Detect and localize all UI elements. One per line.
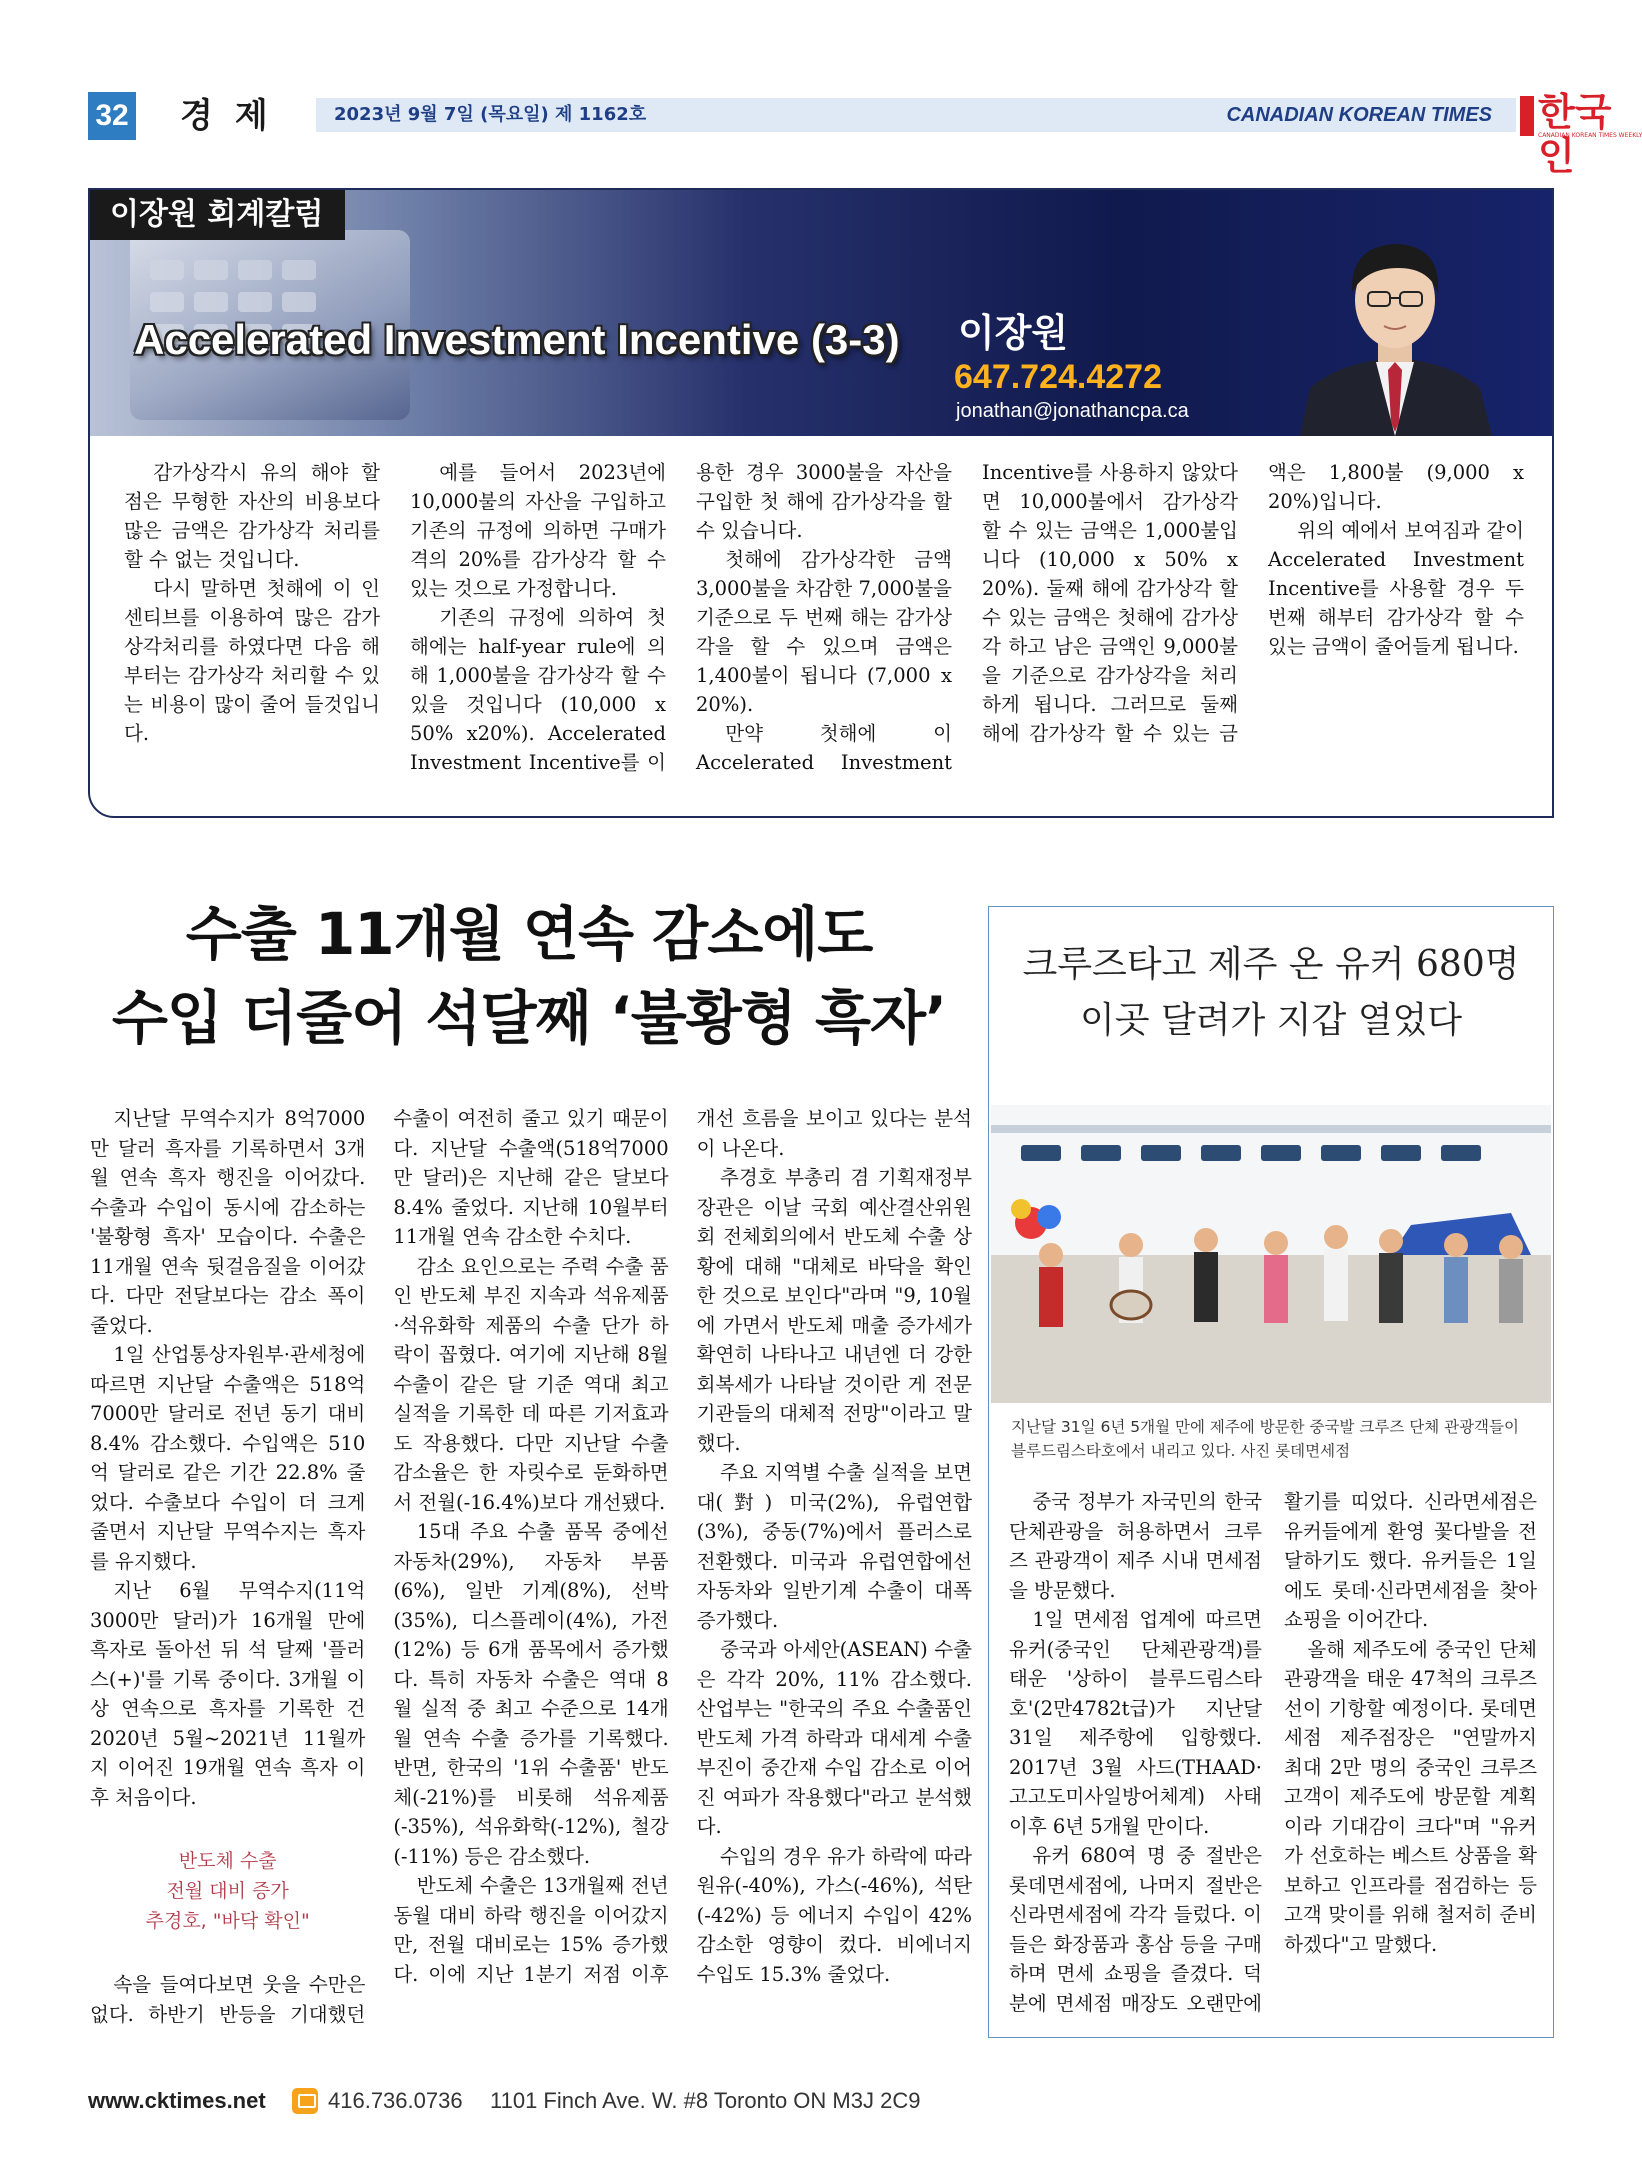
column-body: [124, 458, 1524, 798]
side-headline-line1: 크루즈타고 제주 온 유커 680명: [1022, 944, 1520, 985]
side-headline: [989, 937, 1553, 1049]
author-email: jonathan@jonathancpa.ca: [956, 400, 1189, 422]
side-article-body: [1009, 1487, 1537, 2027]
footer-phone: 416.736.0736: [328, 2088, 463, 2113]
article-paragraph: 감소 요인으로는 주력 수출 품인 반도체 부진 지속과 석유제품·석유화학 제품의 수출 단가 하락이 꼽혔다. 여기에 지난해 8월 수출이 같은 달 기준 역대 최고 실적을 기록한 데 따른 기저효과도 작용했다. 다만 지난달 수출 감소율은 한 자릿수로 둔화하면서 전월(-16.4%)보다 개선됐다.: [393, 1254, 669, 1514]
article-paragraph: 속을 들여다보면 웃을 수만은 없다. 하반기 반등을 기대했던 수출이 여전히 줄고 있기 때문이다. 지난달 수출액(518억7000만 달러)은 지난해 같은 달보다 8.4% 줄었다. 지난해 10월부터 11개월 연속 감소한 수치다.: [90, 1107, 669, 2026]
pull-quote-line: 반도체 수출: [178, 1850, 277, 1872]
footer-address: 1101 Finch Ave. W. #8 Toronto ON M3J 2C9: [490, 2088, 921, 2113]
article-paragraph: 수입의 경우 유가 하락에 따라 원유(-40%), 가스(-46%), 석탄(-42%) 등 에너지 수입이 42% 감소한 영향이 컸다. 비에너지 수입도 15.3% 줄었다.: [696, 1844, 972, 1986]
logo-text: 한국인: [1538, 90, 1612, 178]
author-phone: 647.724.4272: [954, 358, 1162, 396]
side-headline-line2: 이곳 달려가 지갑 열었다: [1079, 1000, 1463, 1041]
side-paragraph: 중국 정부가 자국민의 한국 단체관광을 허용하면서 크루즈 관광객이 제주 시내 면세점을 방문했다.: [1009, 1490, 1262, 1602]
column-paragraph: 위의 예에서 보여짐과 같이 Accelerated Investment Incentive를 사용할 경우 두 번째 해부터 감가상각 할 수 있는 금액이 줄어들게 됩니다.: [1268, 519, 1524, 658]
photo-caption: 지난달 31일 6년 5개월 만에 제주에 방문한 중국발 크루즈 단체 관광객들이 블루드림스타호에서 내리고 있다. 사진 롯데면세점: [1011, 1418, 1519, 1460]
article-paragraph: 지난달 무역수지가 8억7000만 달러 흑자를 기록하면서 3개월 연속 흑자 행진을 이어갔다. 수출과 수입이 동시에 감소하는 '불황형 흑자' 모습이다. 수출은 11개월 연속 뒷걸음질을 이어갔다. 다만 전달보다는 감소 폭이 줄었다.: [90, 1107, 366, 1337]
accounting-column: [88, 188, 1554, 818]
column-paragraph: 예를 들어서 2023년에 10,000불의 자산을 구입하고 기존의 규정에 의하면 구매가격의 20%를 감가상각 할 수 있는 것으로 가정합니다.: [410, 461, 666, 600]
website-link[interactable]: www.cktimes.net: [88, 2088, 266, 2113]
article-paragraph: 중국과 아세안(ASEAN) 수출은 각각 20%, 11% 감소했다. 산업부는 "한국의 주요 수출품인 반도체 가격 하락과 대세계 수출 부진이 중간재 수입 감소로 이어진 여파가 작용했다"라고 분석했다.: [696, 1638, 972, 1838]
column-title: Accelerated Investment Incentive (3-3): [134, 316, 900, 363]
column-paragraph: 첫해에 감가상각한 금액 3,000불을 차감한 7,000불을 기준으로 두 번째 해는 감가상각을 할 수 있으며 금액은 1,400불이 됩니다 (7,000 x 20%).: [696, 548, 952, 716]
main-headline-line2: 수입 더줄어 석달째 ‘불황형 흑자’: [111, 984, 947, 1052]
logo-mark: [1520, 96, 1534, 136]
article-paragraph: 1일 산업통상자원부·관세청에 따르면 지난달 수출액은 518억7000만 달러로 전년 동기 대비 8.4% 감소했다. 수입액은 510억 달러로 같은 기간 22.8% 줄었다. 수출보다 수입이 더 크게 줄면서 지난달 무역수지는 흑자를 유지했다.: [90, 1343, 366, 1573]
header-bar: [316, 98, 1516, 132]
pull-quote: [90, 1812, 365, 1970]
newspaper-logo: [1520, 90, 1642, 178]
article-paragraph: 주요 지역별 수출 실적을 보면 대(對) 미국(2%), 유럽연합(3%), 중동(7%)에서 플러스로 전환했다. 미국과 유럽연합에선 자동차와 일반기계 수출이 대폭 증가했다.: [696, 1461, 972, 1632]
side-article: [988, 906, 1554, 2038]
column-label: 이장원 회계칼럼: [90, 190, 345, 240]
issue-date: 2023년 9월 7일 (목요일) 제 1162호: [334, 104, 647, 125]
page-footer: [88, 2085, 1088, 2117]
column-paragraph: 만약 첫해에 이 Accelerated Investment Incentive를 사용하지 않았다면 10,000불에서 감가상각 할 수 있는 금액은 1,000불입니다 (10,000 x 50% x 20%). 둘째 해에 감가상각 할 수 있는 금액은 첫해에 감가상각 하고 남은 금액인 9,000불을 기준으로 감가상각을 처리하게 됩니다. 그러므로 둘째 해에 감가상각 할 수 있는 금액은 1,800불 (9,000 x 20%)입니다.: [696, 461, 1524, 774]
pull-quote-line: 추경호, "바닥 확인": [145, 1910, 310, 1932]
column-paragraph: 다시 말하면 첫해에 이 인센티브를 이용하여 많은 감가상각처리를 하였다면 다음 해 부터는 감가상각 처리할 수 있는 비용이 많이 줄어 들것입니다.: [124, 577, 380, 745]
main-headline: [88, 892, 970, 1060]
phone-icon: [292, 2088, 318, 2114]
column-banner: [90, 190, 1552, 436]
article-paragraph: 추경호 부총리 겸 기획재정부 장관은 이날 국회 예산결산위원회 전체회의에서 반도체 수출 상황에 대해 "대체로 바닥을 확인한 것으로 보인다"라며 "9, 10월에 가면서 반도체 매출 증가세가 확연히 나타나고 내년엔 더 강한 회복세가 나타날 것이란 게 전문기관들의 대체적 전망"이라고 말했다.: [696, 1166, 972, 1455]
column-paragraph: 감가상각시 유의 해야 할 점은 무형한 자산의 비용보다 많은 금액은 감가상각 처리를 할 수 없는 것입니다.: [124, 461, 380, 571]
side-paragraph: 1일 면세점 업계에 따르면 유커(중국인 단체관광객)를 태운 '상하이 블루드림스타호'(2만4782t급)가 지난달 31일 제주항에 입항했다. 2017년 3월 사드(THAAD·고고도미사일방어체계) 사태 이후 6년 5개월 만이다.: [1009, 1608, 1262, 1838]
cruise-tourists-photo: [991, 1105, 1551, 1403]
main-headline-line1: 수출 11개월 연속 감소에도: [185, 900, 873, 968]
main-article-body: [90, 1104, 972, 2038]
column-paragraph: 기존의 규정에 의하여 첫 해에는 half-year rule에 의해 1,000불을 감가상각 할 수 있을 것입니다 (10,000 x 50% x20%). Accelerated Investment Incentive를 이용한 경우 3000불을 자산을 구입한 첫 해에 감가상각을 할 수 있습니다.: [410, 461, 952, 774]
page-number: 32: [88, 92, 136, 140]
pull-quote-line: 전월 대비 증가: [166, 1880, 289, 1902]
publication-name: CANADIAN KOREAN TIMES: [1226, 104, 1492, 126]
article-paragraph: 15대 주요 수출 품목 중에선 자동차(29%), 자동차 부품(6%), 일반 기계(8%), 선박(35%), 디스플레이(4%), 가전(12%) 등 6개 품목에서 증가했다. 특히 자동차 수출은 역대 8월 실적 중 최고 수준으로 14개월 연속 수출 증가를 기록했다. 반면, 한국의 '1위 수출품' 반도체(-21%)를 비롯해 석유제품(-35%), 석유화학(-12%), 철강(-11%) 등은 감소했다.: [393, 1520, 669, 1868]
author-name: 이장원: [958, 311, 1069, 355]
article-paragraph: 지난 6월 무역수지(11억3000만 달러)가 16개월 만에 흑자로 돌아선 뒤 석 달째 '플러스(+)'를 기록 중이다. 3개월 이상 연속으로 흑자를 기록한 건 2020년 5월~2021년 11월까지 이어진 19개월 연속 흑자 이후 처음이다.: [90, 1579, 366, 1809]
side-paragraph: 올해 제주도에 중국인 단체관광객을 태운 47척의 크루즈선이 기항할 예정이다. 롯데면세점 제주점장은 "연말까지 최대 2만 명의 중국인 크루즈 고객이 제주도에 방문할 계획이라 기대감이 크다"며 "유커가 선호하는 베스트 상품을 확보하고 인프라를 점검하는 등 고객 맞이를 위해 철저히 준비하겠다"고 말했다.: [1284, 1637, 1537, 1956]
article-paragraph: 반도체 수출은 13개월째 전년 동월 대비 하락 행진을 이어갔지만, 전월 대비로는 15% 증가했다. 이에 지난 1분기 저점 이후 개선 흐름을 보이고 있다는 분석이 나온다.: [393, 1107, 972, 1986]
logo-subtext: CANADIAN KOREAN TIMES WEEKLY: [1538, 132, 1642, 139]
author-photo: [1280, 212, 1510, 436]
page-header: [88, 90, 1642, 178]
side-paragraph: 유커 680여 명 중 절반은 롯데면세점에, 나머지 절반은 신라면세점에 각각 들렀다. 이들은 화장품과 홍삼 등을 구매하며 면세 쇼핑을 즐겼다. 덕분에 면세점 매장도 오랜만에 활기를 띠었다. 신라면세점은 유커들에게 환영 꽃다발을 전달하기도 했다. 유커들은 1일에도 롯데·신라면세점을 찾아 쇼핑을 이어간다.: [1009, 1490, 1537, 2015]
section-name: 경제: [180, 96, 290, 136]
